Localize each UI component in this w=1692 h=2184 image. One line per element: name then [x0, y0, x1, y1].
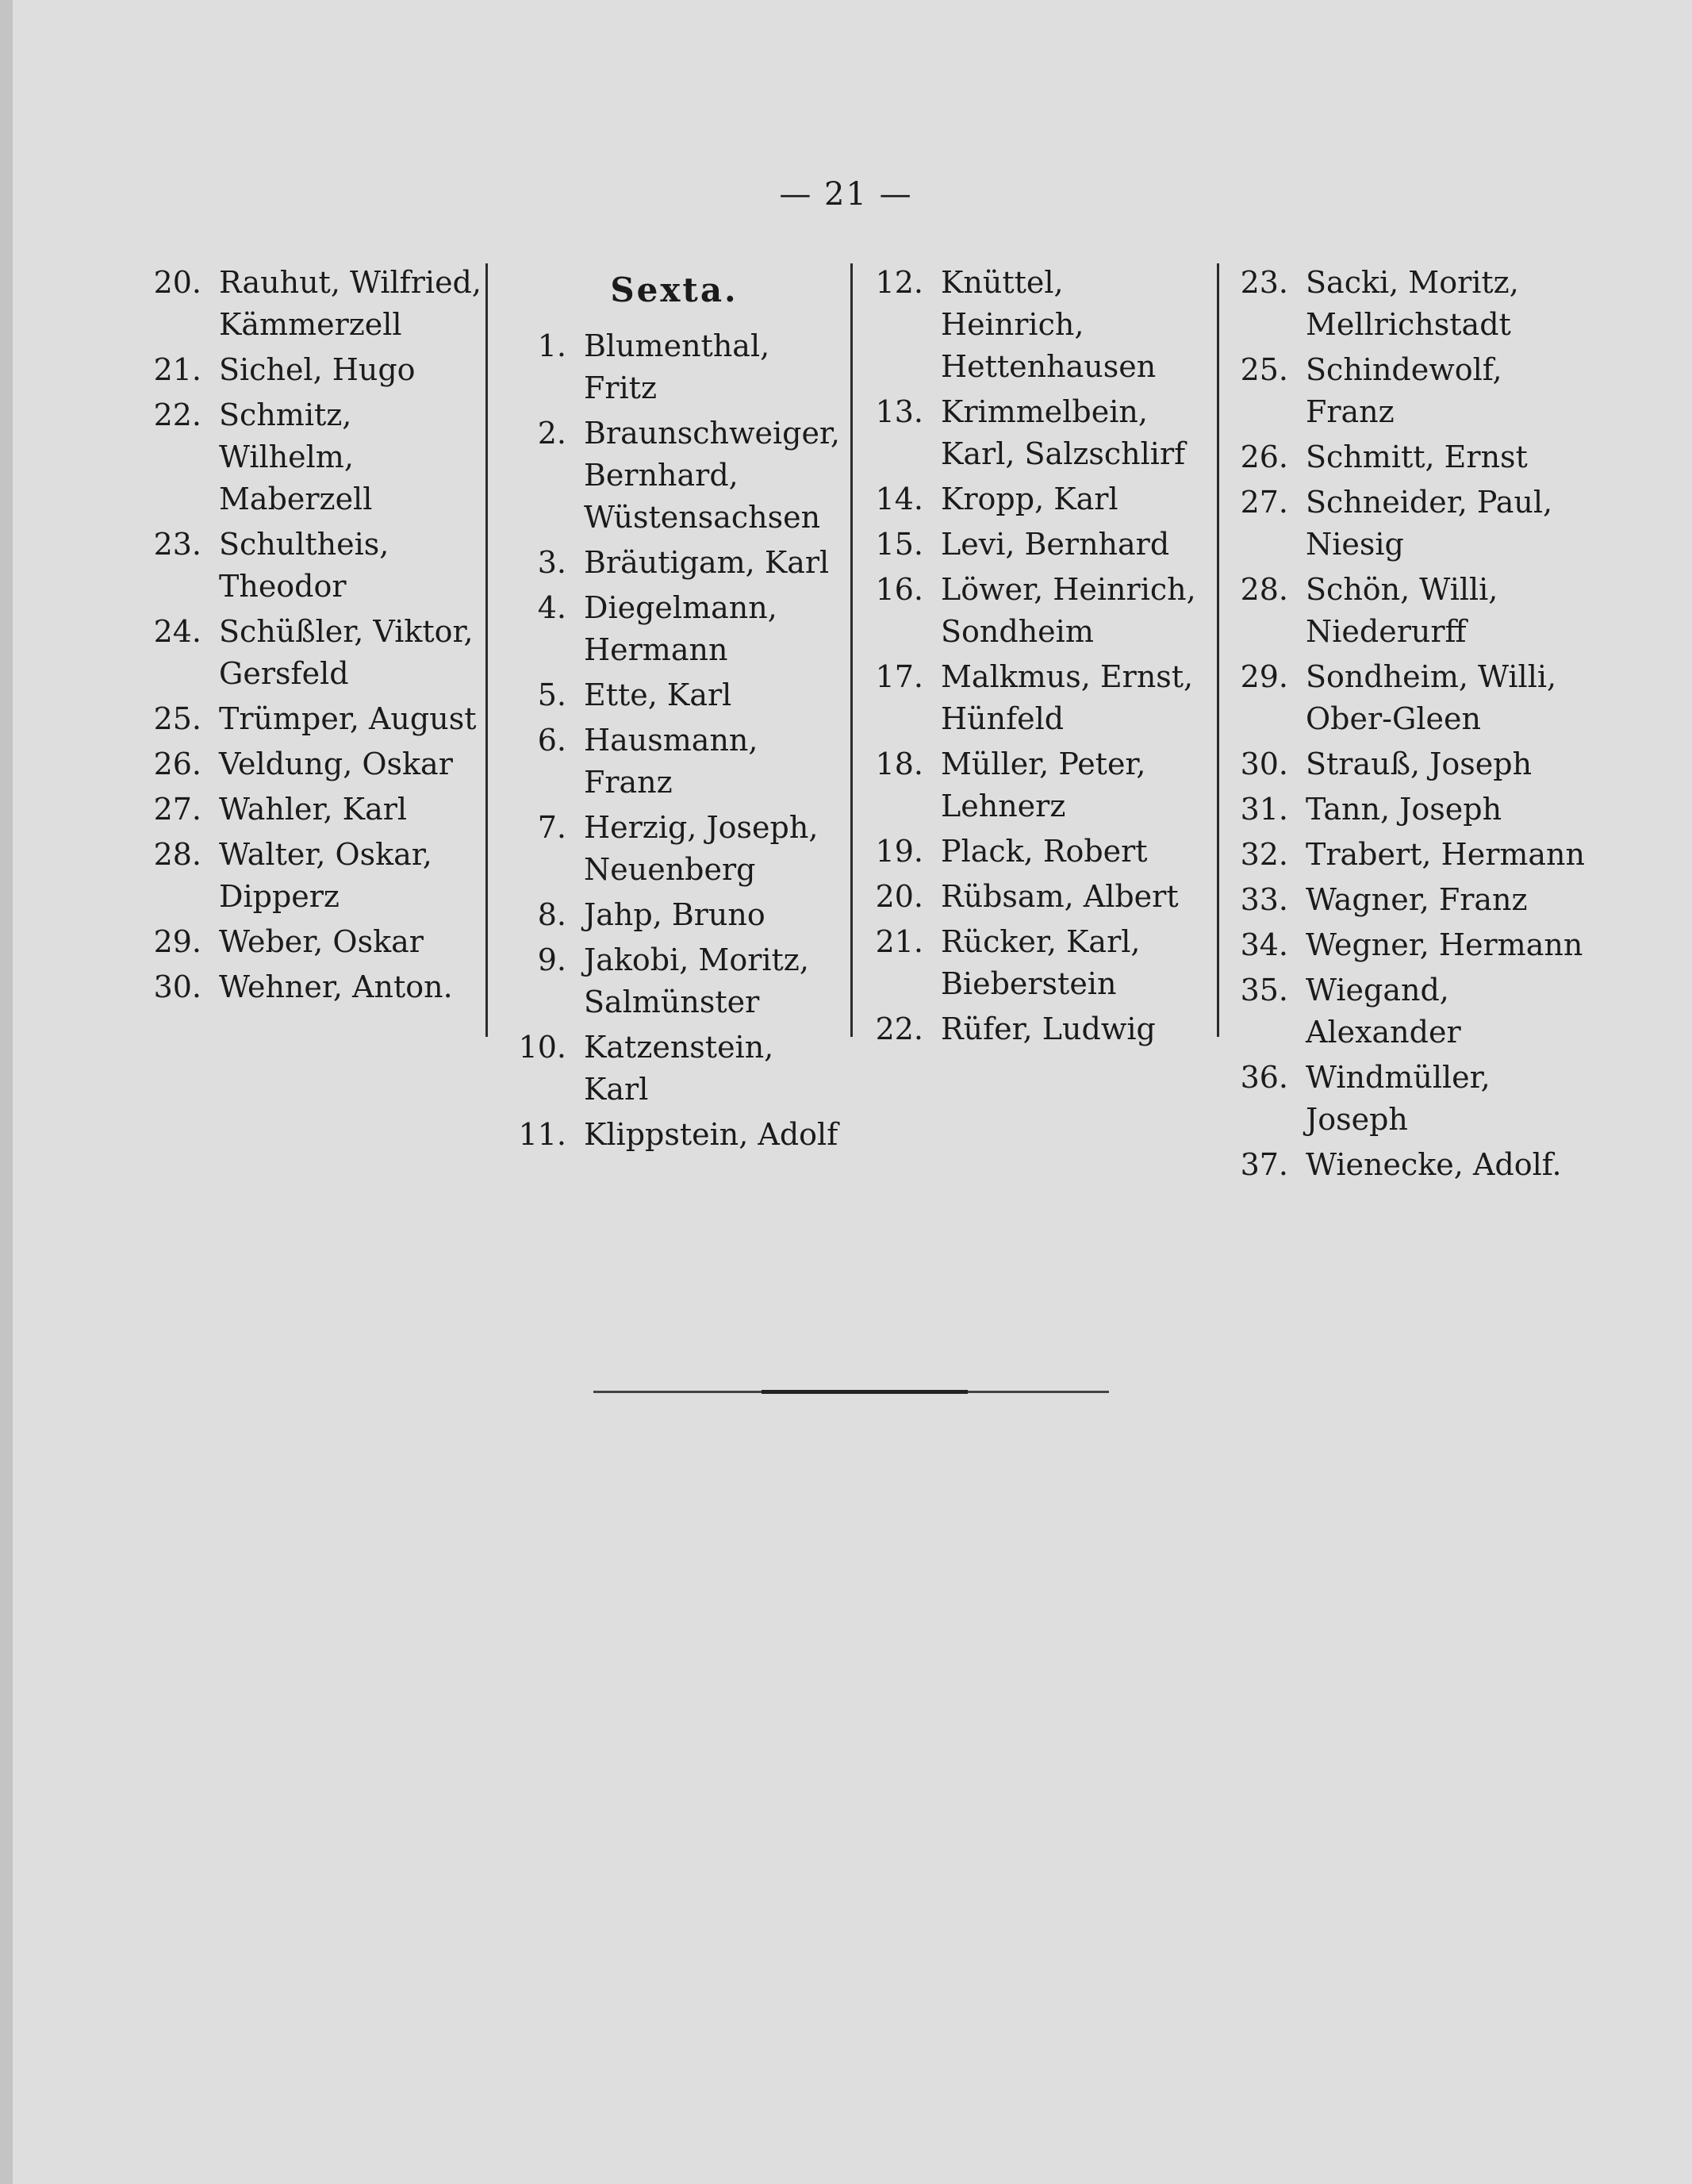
list-item-name: Schneider, Paul, Niesig — [1306, 485, 1553, 562]
list-item — [865, 656, 1214, 740]
list-item-number: 15. — [875, 527, 923, 562]
list-item-name: Strauß, Joseph — [1306, 747, 1533, 781]
list-item — [143, 394, 492, 520]
list-item — [508, 1114, 841, 1156]
list-item-name: Schüßler, Viktor, Gersfeld — [219, 614, 474, 691]
list-item-number: 14. — [875, 482, 923, 516]
name-list-column — [143, 262, 492, 1011]
list-item-number: 25. — [153, 701, 201, 736]
list-item — [143, 698, 492, 740]
list-item — [865, 391, 1214, 475]
list-item-name: Sichel, Hugo — [219, 352, 416, 387]
list-item-number: 11. — [518, 1117, 566, 1152]
list-item — [1230, 349, 1594, 433]
list-item-number: 13. — [875, 394, 923, 429]
list-item — [1230, 743, 1594, 785]
list-item-number: 23. — [153, 527, 201, 562]
list-item-name: Herzig, Joseph, Neuenberg — [584, 810, 819, 887]
list-item-name: Blumenthal, Fritz — [584, 328, 770, 405]
list-item-name: Veldung, Oskar — [219, 747, 453, 781]
list-item-number: 25. — [1240, 352, 1288, 387]
list-item-number: 10. — [518, 1030, 566, 1065]
list-item-number: 29. — [153, 924, 201, 959]
list-item — [865, 478, 1214, 520]
list-item-number: 34. — [1240, 927, 1288, 962]
list-item-name: Wahler, Karl — [219, 792, 408, 827]
list-item-number: 29. — [1240, 659, 1288, 694]
list-item-name: Rauhut, Wilfried, Kämmerzell — [219, 265, 482, 342]
name-list-column — [508, 262, 841, 1159]
list-item-number: 28. — [153, 837, 201, 872]
list-item-name: Malkmus, Ernst, Hünfeld — [941, 659, 1194, 736]
list-item-name: Jakobi, Moritz, Salmünster — [584, 942, 809, 1019]
list-item — [865, 524, 1214, 566]
list-item-number: 21. — [875, 924, 923, 959]
list-item — [508, 939, 841, 1023]
list-item-name: Bräutigam, Karl — [584, 545, 830, 580]
list-item-number: 20. — [875, 879, 923, 914]
list-item-number: 7. — [537, 810, 566, 845]
list-item-number: 26. — [1240, 439, 1288, 474]
list-item-name: Trümper, August — [219, 701, 477, 736]
list-item-number: 17. — [875, 659, 923, 694]
list-item-number: 4. — [537, 590, 566, 625]
list-item — [865, 921, 1214, 1005]
list-item-number: 32. — [1240, 837, 1288, 872]
list-item-name: Rübsam, Albert — [941, 879, 1179, 914]
list-item — [1230, 569, 1594, 653]
list-item-number: 21. — [153, 352, 201, 387]
list-item-name: Levi, Bernhard — [941, 527, 1170, 562]
list-item-number: 30. — [153, 969, 201, 1004]
list-item-number: 24. — [153, 614, 201, 649]
list-item — [865, 262, 1214, 388]
page-number: — 21 — — [779, 176, 913, 213]
name-list-column — [1230, 262, 1594, 1189]
list-item-number: 26. — [153, 747, 201, 781]
list-item — [865, 876, 1214, 918]
list-item-number: 22. — [875, 1011, 923, 1046]
list-item — [508, 894, 841, 936]
list-item — [508, 674, 841, 716]
list-item-name: Trabert, Hermann — [1306, 837, 1586, 872]
list-item-number: 8. — [537, 897, 566, 932]
section-heading: Sexta. — [610, 271, 739, 309]
list-item-name: Wienecke, Adolf. — [1306, 1147, 1562, 1182]
list-item-number: 12. — [875, 265, 923, 300]
list-item — [1230, 924, 1594, 966]
list-item-name: Wehner, Anton. — [219, 969, 453, 1004]
list-item — [143, 611, 492, 695]
list-item-number: 20. — [153, 265, 201, 300]
list-item-number: 33. — [1240, 882, 1288, 917]
list-item-name: Schultheis, Theodor — [219, 527, 389, 604]
list-item — [143, 966, 492, 1008]
list-item-number: 28. — [1240, 572, 1288, 607]
list-item-number: 18. — [875, 747, 923, 781]
list-item — [1230, 436, 1594, 478]
list-item — [865, 1008, 1214, 1050]
list-item-name: Wegner, Hermann — [1306, 927, 1583, 962]
list-item-number: 35. — [1240, 973, 1288, 1008]
list-item-name: Wagner, Franz — [1306, 882, 1528, 917]
list-item-name: Ette, Karl — [584, 677, 732, 712]
list-item — [1230, 1144, 1594, 1186]
list-item — [1230, 879, 1594, 921]
list-item — [143, 743, 492, 785]
list-item-name: Tann, Joseph — [1306, 792, 1502, 827]
list-item-name: Schmitt, Ernst — [1306, 439, 1528, 474]
list-item-name: Rüfer, Ludwig — [941, 1011, 1156, 1046]
list-item — [508, 587, 841, 671]
list-item — [508, 413, 841, 539]
list-item-name: Klippstein, Adolf — [584, 1117, 838, 1152]
list-item-name: Plack, Robert — [941, 834, 1148, 869]
list-item-number: 22. — [153, 397, 201, 432]
list-item — [1230, 1057, 1594, 1141]
list-item-name: Sacki, Moritz, Mellrichstadt — [1306, 265, 1519, 342]
list-item — [508, 542, 841, 584]
list-item — [143, 524, 492, 608]
list-item — [508, 1027, 841, 1111]
list-item — [1230, 834, 1594, 876]
list-item-number: 6. — [537, 723, 566, 758]
list-item-number: 37. — [1240, 1147, 1288, 1182]
list-item — [143, 921, 492, 963]
column-divider — [1217, 263, 1219, 1037]
list-item-number: 1. — [537, 328, 566, 363]
list-item-name: Katzenstein, Karl — [584, 1030, 774, 1107]
list-item-number: 9. — [537, 942, 566, 977]
list-item — [508, 720, 841, 804]
list-item — [143, 834, 492, 918]
list-item-number: 36. — [1240, 1060, 1288, 1095]
list-item-name: Diegelmann, Hermann — [584, 590, 777, 667]
list-item — [1230, 656, 1594, 740]
list-item-name: Walter, Oskar, Dipperz — [219, 837, 432, 914]
list-item — [865, 569, 1214, 653]
list-item-number: 27. — [1240, 485, 1288, 520]
list-item-name: Wiegand, Alexander — [1306, 973, 1461, 1050]
list-item — [508, 325, 841, 409]
list-item — [1230, 482, 1594, 566]
list-item-number: 16. — [875, 572, 923, 607]
list-item-number: 23. — [1240, 265, 1288, 300]
name-list-column — [865, 262, 1214, 1054]
list-item-name: Schön, Willi, Niederurff — [1306, 572, 1498, 649]
list-item-name: Hausmann, Franz — [584, 723, 758, 800]
list-item-number: 30. — [1240, 747, 1288, 781]
list-item-name: Schmitz, Wilhelm, Maberzell — [219, 397, 373, 516]
list-item — [1230, 969, 1594, 1054]
page-binding-edge — [0, 0, 13, 2184]
list-item-number: 31. — [1240, 792, 1288, 827]
list-item-name: Müller, Peter, Lehnerz — [941, 747, 1146, 823]
list-item — [1230, 789, 1594, 831]
column-divider — [850, 263, 853, 1037]
list-item — [508, 807, 841, 891]
list-item-name: Sondheim, Willi, Ober-Gleen — [1306, 659, 1557, 736]
closing-rule-center — [762, 1390, 968, 1394]
list-item — [865, 743, 1214, 827]
list-item-name: Braunschweiger, Bernhard, Wüstensachsen — [584, 416, 840, 535]
list-item — [143, 789, 492, 831]
list-item-name: Schindewolf, Franz — [1306, 352, 1502, 429]
list-item-number: 5. — [537, 677, 566, 712]
list-item-name: Windmüller, Joseph — [1306, 1060, 1491, 1137]
list-item — [1230, 262, 1594, 346]
list-item-number: 19. — [875, 834, 923, 869]
list-item-name: Weber, Oskar — [219, 924, 424, 959]
list-item-number: 27. — [153, 792, 201, 827]
list-item-number: 3. — [537, 545, 566, 580]
list-item — [143, 349, 492, 391]
list-item-name: Kropp, Karl — [941, 482, 1118, 516]
list-item-number: 2. — [537, 416, 566, 451]
list-item-name: Löwer, Heinrich, Sondheim — [941, 572, 1196, 649]
list-item-name: Rücker, Karl, Bieberstein — [941, 924, 1141, 1001]
list-item-name: Jahp, Bruno — [584, 897, 765, 932]
list-item-name: Knüttel, Heinrich, Hettenhausen — [941, 265, 1157, 384]
list-item-name: Krimmelbein, Karl, Salzschlirf — [941, 394, 1186, 471]
list-item — [143, 262, 492, 346]
list-item — [865, 831, 1214, 873]
